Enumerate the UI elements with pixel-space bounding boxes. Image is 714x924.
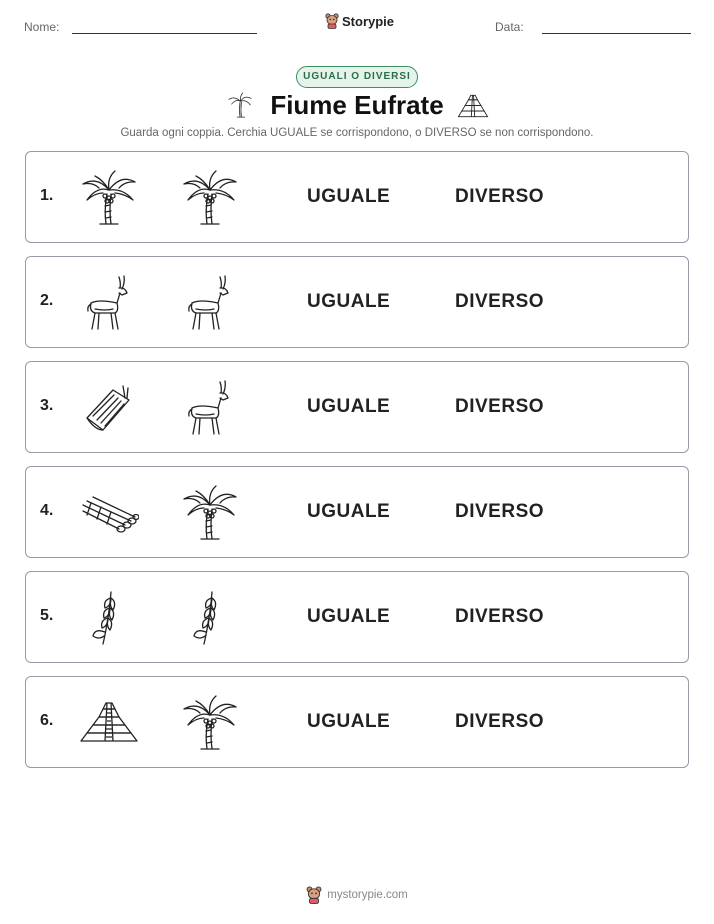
palm-tree-icon <box>180 168 240 228</box>
ziggurat-icon <box>456 92 490 125</box>
exercise-row <box>25 466 689 558</box>
palm-tree-icon <box>180 483 240 543</box>
row-number: 4. <box>40 502 54 519</box>
option-different[interactable]: DIVERSO <box>455 396 545 417</box>
exercise-row <box>25 571 689 663</box>
bear-icon <box>306 886 322 904</box>
option-different[interactable]: DIVERSO <box>455 186 545 207</box>
bear-icon <box>325 13 339 29</box>
ziggurat-icon <box>79 693 139 753</box>
option-same[interactable]: UGUALE <box>307 501 391 522</box>
brand-logo <box>325 13 394 29</box>
option-same[interactable]: UGUALE <box>307 606 391 627</box>
option-different[interactable]: DIVERSO <box>455 291 545 312</box>
row-number: 5. <box>40 607 54 624</box>
date-label: Data: <box>495 20 524 34</box>
wheat-icon <box>79 588 139 648</box>
option-different[interactable]: DIVERSO <box>455 501 545 522</box>
footer-url: mystorypie.com <box>327 889 408 901</box>
option-same[interactable]: UGUALE <box>307 396 391 417</box>
palm-tree-icon <box>180 693 240 753</box>
gazelle-icon <box>79 273 139 333</box>
worksheet-type-badge: UGUALI O DIVERSI <box>296 66 418 88</box>
gazelle-icon <box>180 273 240 333</box>
row-number: 3. <box>40 397 54 414</box>
row-number: 1. <box>40 187 54 204</box>
exercise-row <box>25 256 689 348</box>
option-same[interactable]: UGUALE <box>307 186 391 207</box>
row-number: 6. <box>40 712 54 729</box>
row-number: 2. <box>40 292 54 309</box>
name-line[interactable] <box>72 33 257 34</box>
reed-raft-icon <box>79 483 139 543</box>
exercise-row <box>25 151 689 243</box>
exercise-row <box>25 676 689 768</box>
date-line[interactable] <box>542 33 691 34</box>
instructions: Guarda ogni coppia. Cerchia UGUALE se corrispondono, o DIVERSO se non corrispondono. <box>120 127 594 139</box>
option-same[interactable]: UGUALE <box>307 711 391 732</box>
palm-tree-icon <box>79 168 139 228</box>
wheat-icon <box>180 588 240 648</box>
footer <box>0 886 714 904</box>
brand-name: Storypie <box>342 13 395 29</box>
option-different[interactable]: DIVERSO <box>455 711 545 732</box>
option-different[interactable]: DIVERSO <box>455 606 545 627</box>
page-title: Fiume Eufrate <box>270 90 444 120</box>
clay-tablet-icon <box>79 378 139 438</box>
option-same[interactable]: UGUALE <box>307 291 391 312</box>
name-label: Nome: <box>24 20 60 34</box>
exercise-row <box>25 361 689 453</box>
gazelle-icon <box>180 378 240 438</box>
